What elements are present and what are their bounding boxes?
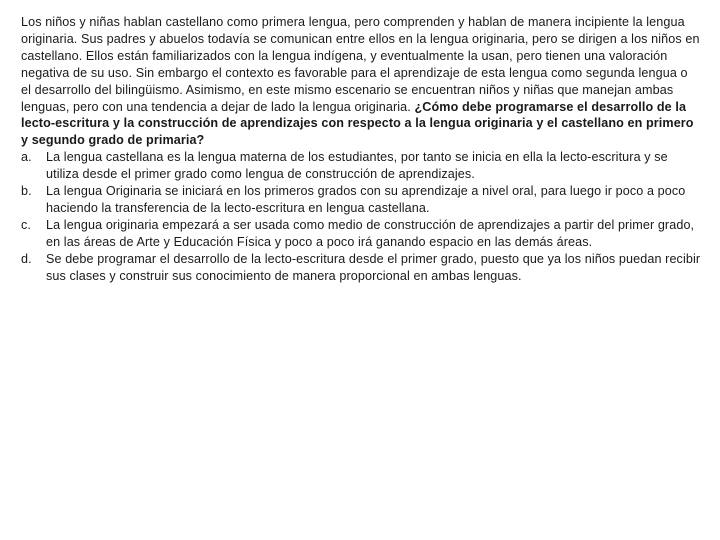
answer-options (21, 149, 701, 284)
question-prompt: ¿Cómo debe programarse el desarrollo de la lecto-escritura y la construcción de aprendizajes con respecto a la lengua originaria y el castellano en primero y segundo grado de primaria? (21, 99, 694, 148)
document-body (21, 14, 701, 285)
option-b (21, 183, 701, 217)
question-context: Los niños y niñas hablan castellano como primera lengua, pero comprenden y hablan de manera incipiente la lengua originaria. Sus padres y abuelos todavía se comunican entre ellos en la lengua originaria, pero se dirigen a los niños en castellano. Ellos están familiarizados con la lengua indígena, y eventualmente la usan, pero tienen una valoración negativa de su uso. Sin embargo el contexto es favorable para el aprendizaje de esta lengua como segunda lengua o el desarrollo del bilingüismo. Asimismo, en este mismo escenario se encuentran niños y niñas que manejan ambas lenguas, pero con una tendencia a dejar de lado la lengua originaria. (21, 15, 700, 114)
option-text: La lengua castellana es la lengua materna de los estudiantes, por tanto se inicia en ella la lecto-escritura y se utiliza desde el primer grado como lengua de construcción de aprendizajes. (46, 150, 668, 182)
option-text: Se debe programar el desarrollo de la lecto-escritura desde el primer grado, puesto que ya los niños puedan recibir sus clases y construir sus conocimiento de manera proporcional en ambas lenguas. (46, 251, 701, 283)
option-text: La lengua originaria empezará a ser usada como medio de construcción de aprendizajes a partir del primer grado, en las áreas de Arte y Educación Física y poco a poco irá ganando espacio en las demás áreas. (46, 217, 695, 249)
option-text: La lengua Originaria se iniciará en los primeros grados con su aprendizaje a nivel oral, para luego ir poco a poco haciendo la transferencia de la lecto-escritura en lengua castellana. (46, 184, 686, 215)
option-letter: b. (21, 184, 32, 199)
option-a (21, 149, 701, 183)
question-stem (21, 14, 701, 149)
option-c (21, 217, 701, 251)
option-d (21, 251, 701, 285)
option-letter: d. (21, 251, 32, 266)
option-letter: a. (21, 150, 32, 165)
option-letter: c. (21, 217, 31, 232)
